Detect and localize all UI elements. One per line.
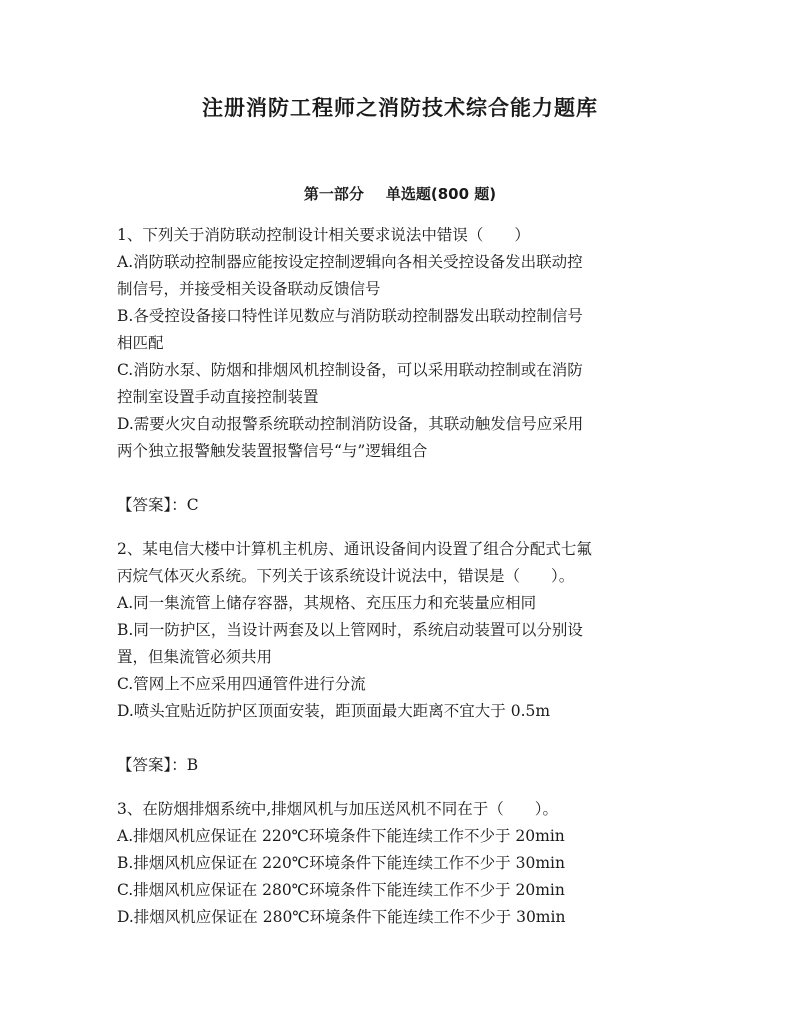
answer-value: C [186,496,199,514]
section-type: 单选题(800 题) [385,185,497,203]
question-3 [117,796,687,931]
question-stem: 2、某电信大楼中计算机主机房、通讯设备间内设置了组合分配式七氟 [117,540,592,558]
answer-line [117,492,687,519]
option-line: C.消防水泵、防烟和排烟风机控制设备，可以采用联动控制或在消防 [117,361,583,379]
option-c [117,357,687,411]
option-b [117,303,687,357]
option-b [117,617,687,671]
section-part: 第一部分 [303,185,364,203]
option-line: 两个独立报警触发装置报警信号“与”逻辑组合 [117,442,428,460]
option-line: 控制室设置手动直接控制装置 [117,388,319,406]
option-line: C.管网上不应采用四通管件进行分流 [117,675,366,693]
answer-label: 【答案】： [117,756,187,774]
option-line: A.同一集流管上储存容器，其规格、充压压力和充装量应相同 [117,594,537,612]
question-stem: 丙烷气体灭火系统。下列关于该系统设计说法中，错误是（ ）。 [117,567,575,585]
option-a: A.排烟风机应保证在 220℃环境条件下能连续工作不少于 20min [117,827,565,845]
option-line: 相匹配 [117,334,164,352]
option-line: B.各受控设备接口特性详见数应与消防联动控制器发出联动控制信号 [117,307,583,325]
option-line: 制信号，并接受相关设备联动反馈信号 [117,280,381,298]
answer-label: 【答案】： [117,496,187,514]
document-title: 注册消防工程师之消防技术综合能力题库 [202,96,598,120]
option-b: B.排烟风机应保证在 220℃环境条件下能连续工作不少于 30min [117,854,565,872]
option-d [117,411,687,465]
option-line: B.同一防护区，当设计两套及以上管网时，系统启动装置可以分别设 [117,621,583,639]
answer-line [117,752,687,779]
question-stem: 3、在防烟排烟系统中,排烟风机与加压送风机不同在于（ ）。 [117,800,559,818]
option-line: A.消防联动控制器应能按设定控制逻辑向各相关受控设备发出联动控 [117,253,583,271]
option-line: D.喷头宜贴近防护区顶面安装，距顶面最大距离不宜大于 0.5m [117,702,551,720]
option-a [117,249,687,303]
option-c [117,671,687,698]
option-c: C.排烟风机应保证在 280℃环境条件下能连续工作不少于 20min [117,881,565,899]
option-d [117,698,687,725]
option-d: D.排烟风机应保证在 280℃环境条件下能连续工作不少于 30min [117,908,566,926]
question-stem: 1、下列关于消防联动控制设计相关要求说法中错误（ ） [117,226,530,244]
answer-value: B [186,756,199,774]
option-line: 置，但集流管必须共用 [117,648,273,666]
question-list [117,222,687,931]
option-a [117,590,687,617]
option-line: D.需要火灾自动报警系统联动控制消防设备，其联动触发信号应采用 [117,415,584,433]
question-2 [117,536,687,779]
section-heading [0,183,800,204]
question-1 [117,222,687,519]
